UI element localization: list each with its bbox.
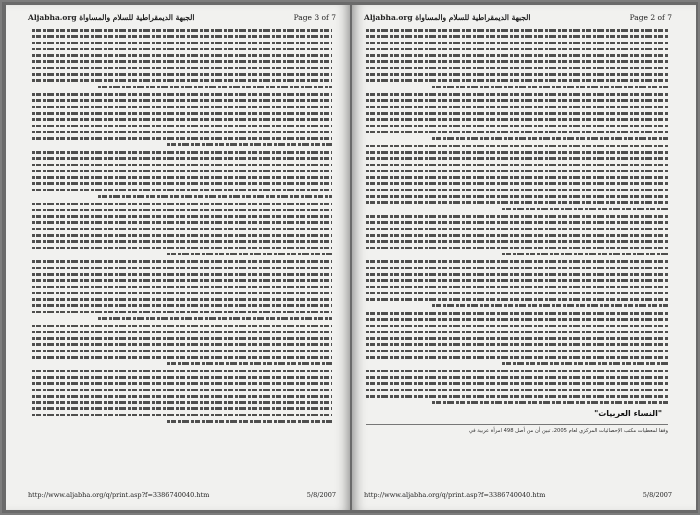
text-line (32, 311, 332, 314)
text-line (32, 350, 332, 353)
text-line (366, 312, 668, 315)
text-line (366, 29, 668, 32)
text-line (366, 79, 668, 82)
text-line (366, 170, 668, 173)
text-line (366, 337, 668, 340)
text-line (32, 337, 332, 340)
text-paragraph (32, 151, 332, 198)
text-line (366, 164, 668, 167)
right-page-header (364, 13, 672, 27)
text-line (32, 325, 332, 328)
text-line (32, 79, 332, 82)
text-line (366, 370, 668, 373)
text-line (366, 343, 668, 346)
text-line (32, 29, 332, 32)
text-line (366, 67, 668, 70)
text-line (366, 145, 668, 148)
page-number: Page 2 of 7 (629, 13, 672, 22)
text-paragraph (366, 215, 668, 255)
text-line (366, 279, 668, 282)
text-line (502, 208, 668, 211)
text-line (32, 298, 332, 301)
text-line (366, 298, 668, 301)
text-line (98, 317, 332, 320)
text-line (167, 253, 332, 256)
text-line (432, 137, 668, 140)
text-line (32, 67, 332, 70)
text-line (366, 240, 668, 243)
text-paragraph (32, 260, 332, 319)
text-line (32, 376, 332, 379)
text-line (366, 112, 668, 115)
text-line (32, 112, 332, 115)
text-line (32, 170, 332, 173)
text-line (366, 151, 668, 154)
text-line (432, 304, 668, 307)
text-line (32, 157, 332, 160)
text-line (32, 401, 332, 404)
text-line (366, 157, 668, 160)
text-line (32, 73, 332, 76)
text-line (366, 292, 668, 295)
text-line (32, 203, 332, 206)
text-line (366, 54, 668, 57)
text-line (32, 382, 332, 385)
footer-url: http://www.aljabha.org/q/print.asp?f=3386740040.htm (28, 491, 210, 499)
text-line (432, 86, 668, 89)
text-paragraph (366, 312, 668, 365)
text-line (32, 42, 332, 45)
text-line (366, 286, 668, 289)
text-line (32, 221, 332, 224)
text-line (167, 420, 332, 423)
left-page-footer (28, 491, 336, 501)
text-line (366, 273, 668, 276)
text-line (98, 86, 332, 89)
text-line (502, 362, 668, 365)
text-line (366, 331, 668, 334)
text-paragraph (366, 370, 668, 404)
text-line (366, 99, 668, 102)
text-line (32, 247, 332, 250)
text-line (32, 304, 332, 307)
text-line (366, 189, 668, 192)
text-line (366, 131, 668, 134)
text-line (32, 370, 332, 373)
text-line (32, 60, 332, 63)
header-site-title: Aljabha.org الجبهة الديمقراطية للسلام والمساواة (28, 13, 195, 22)
text-line (32, 118, 332, 121)
text-line (366, 318, 668, 321)
text-line (366, 35, 668, 38)
text-line (32, 54, 332, 57)
text-line (32, 215, 332, 218)
text-line (366, 325, 668, 328)
page-number: Page 3 of 7 (293, 13, 336, 22)
header-site-title: Aljabha.org الجبهة الديمقراطية للسلام والمساواة (364, 13, 531, 22)
text-line (432, 401, 668, 404)
text-paragraph (32, 370, 332, 423)
left-page-header (28, 13, 336, 27)
text-line (366, 42, 668, 45)
text-paragraph (366, 93, 668, 140)
text-line (32, 292, 332, 295)
text-paragraph (32, 203, 332, 256)
text-line (32, 93, 332, 96)
footer-date: 5/8/2007 (306, 491, 336, 499)
text-line (366, 267, 668, 270)
right-page-body-text (366, 29, 668, 484)
footnote-divider (366, 424, 668, 425)
text-paragraph (366, 29, 668, 88)
text-line (32, 151, 332, 154)
text-line (366, 260, 668, 263)
text-line (32, 395, 332, 398)
text-line (98, 195, 332, 198)
text-line (366, 106, 668, 109)
text-line (32, 389, 332, 392)
text-line (32, 125, 332, 128)
text-paragraph (32, 93, 332, 146)
right-page (352, 5, 696, 510)
text-line (32, 286, 332, 289)
text-line (32, 279, 332, 282)
text-paragraph (366, 145, 668, 210)
text-line (32, 407, 332, 410)
text-line (366, 48, 668, 51)
text-line (32, 209, 332, 212)
text-line (366, 234, 668, 237)
text-line (32, 331, 332, 334)
text-paragraph (32, 325, 332, 365)
text-line (366, 93, 668, 96)
text-line (32, 189, 332, 192)
text-line (32, 182, 332, 185)
text-line (502, 253, 668, 256)
text-line (366, 389, 668, 392)
text-line (32, 273, 332, 276)
footer-url: http://www.aljabha.org/q/print.asp?f=3386740040.htm (364, 491, 546, 499)
text-line (32, 234, 332, 237)
text-line (366, 382, 668, 385)
text-line (32, 35, 332, 38)
text-line (366, 176, 668, 179)
footer-date: 5/8/2007 (642, 491, 672, 499)
text-line (32, 106, 332, 109)
left-page (6, 5, 350, 510)
text-paragraph (366, 260, 668, 307)
text-line (366, 125, 668, 128)
text-line (366, 118, 668, 121)
text-line (32, 99, 332, 102)
text-line (366, 182, 668, 185)
text-line (32, 164, 332, 167)
text-line (32, 356, 332, 359)
text-line (366, 60, 668, 63)
text-line (366, 215, 668, 218)
left-page-body-text (32, 29, 332, 484)
text-line (32, 240, 332, 243)
text-line (32, 343, 332, 346)
text-line (32, 131, 332, 134)
text-line (167, 143, 332, 146)
text-line (32, 137, 332, 140)
text-line (32, 48, 332, 51)
text-line (366, 376, 668, 379)
text-line (32, 176, 332, 179)
text-line (366, 195, 668, 198)
right-page-footer (364, 491, 672, 501)
section-heading: "النساء العربيات" (594, 408, 662, 418)
document-spread (2, 2, 698, 513)
footnote-text: وفقا لمعطيات مكتب الإحصائيات المركزي لعام 2005، تبين أن من أصل 498 امرأة عربية في (468, 427, 668, 434)
text-line (366, 350, 668, 353)
text-line (366, 228, 668, 231)
text-paragraph (32, 29, 332, 88)
text-line (32, 260, 332, 263)
text-line (366, 247, 668, 250)
text-line (366, 73, 668, 76)
text-line (167, 362, 332, 365)
text-line (32, 414, 332, 417)
text-line (366, 395, 668, 398)
text-line (366, 221, 668, 224)
text-line (32, 267, 332, 270)
text-line (366, 201, 668, 204)
text-line (32, 228, 332, 231)
text-line (366, 356, 668, 359)
